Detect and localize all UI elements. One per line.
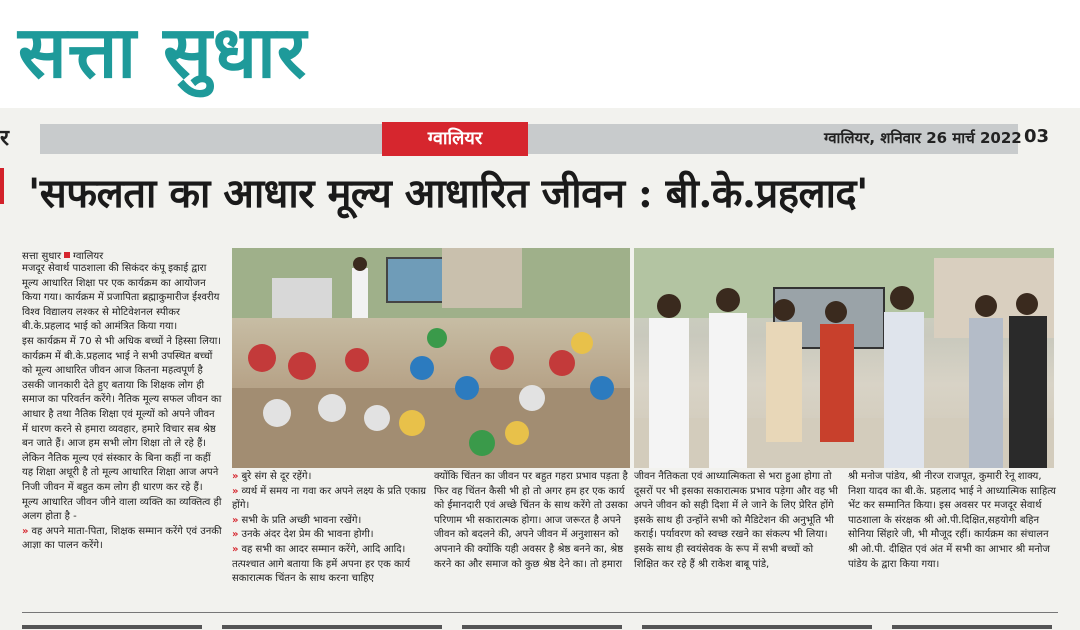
article-column-3 — [434, 470, 630, 610]
byline-source: सत्ता सुधार — [22, 251, 62, 262]
byline — [22, 248, 103, 262]
bullet-icon: » — [22, 525, 29, 537]
paragraph: क्योंकि चिंतन का जीवन पर बहुत गहरा प्रभाव पड़ता है फिर वह चिंतन कैसी भी हो तो अगर हम हर एक कार्य को ईमानदारी एवं अच्छे चिंतन के साथ करेंगे तो उसका परिणाम भी सकारात्मक होगा। आज जरूरत है अपने जीवन को बदलने की, अपने जीवन में अनुशासन को अपनाने की क्योंकि यही अवसर है श्रेष्ठ बनने का, श्रेष्ठ करने का और समाज को कुछ श्रेष्ठ देने का। तो हमारा — [434, 471, 628, 570]
cut-off-text-strip — [22, 618, 1058, 630]
article-column-2 — [232, 470, 428, 610]
date-line: ग्वालियर, शनिवार 26 मार्च 2022 — [824, 129, 1022, 147]
red-edge-strip — [0, 168, 4, 204]
page-number: 03 — [1024, 126, 1050, 147]
paragraph: इस कार्यक्रम में 70 से भी अधिक बच्चों ने हिस्सा लिया। कार्यक्रम में बी.के.प्रहलाद भाई ने सभी उपस्थित बच्चों को मूल्य आधारित जीवन आज कितना महत्वपूर्ण है उसकी जानकारी देते हुए बताया कि शिक्षक लोग ही समाज का परिवर्तन करेंगे। नैतिक मूल्य सफल जीवन का आधार है तथा नैतिक शिक्षा एवं मूल्यों को अपने जीवन में धारण करने से हमारा व्यवहार, हमारे विचार सब श्रेष्ठ बन जाते हैं। आज हम सभी लोग शिक्षा तो ले रहे हैं। लेकिन नैतिक मूल्य एवं संस्कार के बिना कहीं ना कहीं यह शिक्षा अधूरी है तो मूल्य आधारित शिक्षा आज अपने निजी जीवन में बहुत कम लोग ही धारण कर रहे हैं। मूल्य आधारित जीवन जीने वाला व्यक्ति का व्यक्तित्व ही अलग होता है - — [22, 335, 222, 523]
bullet-item: » व्यर्थ में समय ना गवा कर अपने लक्ष्य के प्रति एकाग्र होंगे। — [232, 485, 427, 512]
paragraph: मजदूर सेवार्थ पाठशाला की सिकंदर कंपू इकाई द्वारा मूल्य आधारित शिक्षा पर एक कार्यक्रम का आयोजन किया गया। कार्यक्रम में प्रजापिता ब्रह्माकुमारीज ईश्वरीय विश्व विद्यालय लश्कर से मोटिवेशनल स्पीकर बी.के.प्रहलाद भाई को आमंत्रित किया गया। — [22, 263, 220, 333]
headline: 'सफलता का आधार मूल्य आधारित जीवन : बी.के.प्रहलाद' — [28, 170, 868, 217]
bottom-rule — [22, 612, 1058, 613]
bullet-item: » वह अपने माता-पिता, शिक्षक सम्मान करेंगे एवं उनकी आज्ञा का पालन करेंगे। — [22, 525, 222, 552]
article-column-4 — [634, 470, 840, 610]
photo-felicitation — [634, 248, 1054, 468]
paragraph: तत्पश्चात आगे बताया कि हमें अपना हर एक कार्य सकारात्मक चिंतन के साथ करना चाहिए — [232, 558, 411, 585]
bullet-item: » उनके अंदर देश प्रेम की भावना होगी। — [232, 529, 374, 541]
masthead-title: सत्ता सुधार — [18, 10, 308, 94]
bullet-icon: » — [232, 485, 239, 497]
newspaper-clipping — [0, 108, 1080, 630]
edge-letter: र — [0, 126, 9, 151]
bullet-icon: » — [232, 514, 239, 526]
paragraph: श्री मनोज पांडेय, श्री नीरज राजपूत, कुमारी रेनू शाक्य, निशा यादव का बी.के. प्रहलाद भाई ने आध्यात्मिक साहित्य भेंट कर सम्मानित किया। इस अवसर पर मजदूर सेवार्थ पाठशाला के संरक्षक श्री ओ.पी.दिक्षित,सहयोगी बहिन सोनिया सिंहारे जी, भी मौजूद रहीं। कार्यक्रम का संचालन श्री ओ.पी. दीक्षित एवं अंत में सभी का आभार श्री मनोज पांडेय के द्वारा किया गया। — [848, 471, 1056, 570]
bullet-item: » बुरे संग से दूर रहेंगे। — [232, 471, 312, 482]
bullet-item: » सभी के प्रति अच्छी भावना रखेंगे। — [232, 514, 362, 526]
bullet-icon: » — [232, 543, 239, 555]
paragraph: जीवन नैतिकता एवं आध्यात्मिकता से भरा हुआ होगा तो दूसरों पर भी इसका सकारात्मक प्रभाव पड़ेगा और वह भी अपने जीवन को सही दिशा में ले जाने के लिए प्रेरित होंगे इसके साथ ही उन्होंने सभी को मैडिटेशन की अनुभूति भी कराई। पर्यावरण को स्वच्छ रखने का संकल्प भी लिया। इसके साथ ही स्वयंसेवक के रूप में सभी बच्चों को शिक्षित कर रहे हैं श्री राकेश बाबू पांडे, — [634, 471, 838, 570]
bullet-item: » वह सभी का आदर सम्मान करेंगे, आदि आदि। — [232, 543, 406, 555]
city-tag: ग्वालियर — [382, 122, 528, 156]
byline-place: ग्वालियर — [73, 251, 104, 262]
bullet-icon: » — [232, 471, 239, 482]
bullet-icon: » — [232, 529, 239, 541]
article-column-1 — [22, 262, 222, 608]
byline-dot-icon — [64, 252, 70, 258]
article-column-5 — [848, 470, 1058, 610]
photo-children-session — [232, 248, 630, 468]
masthead — [0, 0, 1080, 108]
